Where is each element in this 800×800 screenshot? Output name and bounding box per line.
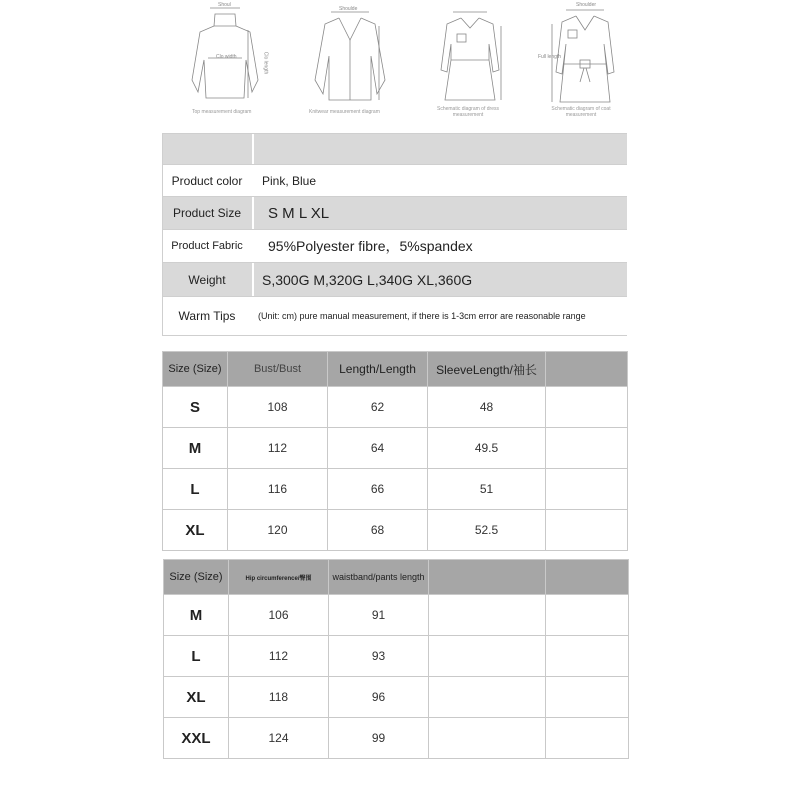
hip-cell: 124 (229, 718, 329, 759)
hip-cell: 106 (229, 595, 329, 636)
info-value: S M L XL (254, 197, 627, 229)
top-size-table (162, 351, 628, 551)
measurement-diagrams (160, 0, 630, 122)
info-row-tips (162, 296, 627, 336)
info-label: Warm Tips (178, 309, 236, 323)
info-row-fabric (162, 229, 627, 262)
cardigan-icon (295, 0, 405, 122)
table-row (164, 718, 629, 759)
pants-size-table (163, 559, 629, 759)
diagram-caption: Knitwear measurement diagram (309, 109, 380, 115)
shoulder-label: Shoulder (576, 2, 597, 8)
info-row-weight (162, 262, 627, 296)
length-label: Full length (538, 54, 562, 60)
table-row (163, 469, 628, 510)
header-cell: waistband/pants length (329, 560, 429, 595)
info-label: Product color (171, 173, 243, 188)
shoulder-label: Shoul (218, 2, 231, 8)
header-cell: Size (Size) (164, 560, 229, 595)
table-row (164, 636, 629, 677)
size-cell: L (163, 469, 228, 510)
length-label: Clo length (262, 51, 269, 75)
size-cell: L (164, 636, 229, 677)
diagram-caption: Top measurement diagram (192, 109, 252, 115)
size-cell: XXL (164, 718, 229, 759)
length-cell: 62 (328, 387, 428, 428)
bust-cell: 112 (228, 428, 328, 469)
knitwear-diagram (295, 0, 405, 122)
sleeve-cell: 52.5 (428, 510, 546, 551)
header-cell: Bust/Bust (228, 352, 328, 387)
hip-cell: 118 (229, 677, 329, 718)
table-header-row (163, 352, 628, 387)
pants-length-cell: 96 (329, 677, 429, 718)
sleeve-cell: 49.5 (428, 428, 546, 469)
header-cell (546, 560, 629, 595)
info-header-row (162, 133, 627, 164)
size-cell: XL (163, 510, 228, 551)
pants-length-cell: 99 (329, 718, 429, 759)
header-cell: Length/Length (328, 352, 428, 387)
size-cell: S (163, 387, 228, 428)
coat-diagram (530, 0, 640, 122)
info-value: 95%Polyester fibre，5%spandex (268, 238, 473, 254)
bust-cell: 120 (228, 510, 328, 551)
dress-diagram (415, 0, 525, 122)
info-label: Product Size (162, 197, 252, 229)
diagram-caption: Schematic diagram of coat measurement (551, 106, 611, 118)
table-row (164, 595, 629, 636)
length-cell: 64 (328, 428, 428, 469)
info-label: Weight (162, 263, 252, 296)
pants-length-cell: 93 (329, 636, 429, 677)
table-row (163, 428, 628, 469)
header-cell: Hip circumference/臀围 (229, 560, 329, 595)
info-row-color (162, 164, 627, 196)
product-info-table (162, 133, 627, 336)
size-cell: XL (164, 677, 229, 718)
length-cell: 66 (328, 469, 428, 510)
info-value: (Unit: cm) pure manual measurement, if there is 1-3cm error are reasonable range (258, 311, 586, 321)
table-row (164, 677, 629, 718)
info-row-size (162, 196, 627, 229)
table-row (163, 387, 628, 428)
header-cell: SleeveLength/袖长 (428, 352, 546, 387)
bust-label: Clo width (216, 54, 237, 60)
sleeve-cell: 51 (428, 469, 546, 510)
hip-cell: 112 (229, 636, 329, 677)
info-value: S,300G M,320G L,340G XL,360G (254, 263, 627, 296)
header-cell (429, 560, 546, 595)
info-value: Pink, Blue (262, 173, 317, 188)
info-label: Product Fabric (171, 240, 243, 252)
table-row (163, 510, 628, 551)
bust-cell: 116 (228, 469, 328, 510)
size-cell: M (164, 595, 229, 636)
dress-icon (415, 0, 525, 122)
shoulder-label: Shoulde (339, 6, 358, 12)
bust-cell: 108 (228, 387, 328, 428)
size-cell: M (163, 428, 228, 469)
diagram-caption: Schematic diagram of dress measurement (437, 106, 499, 118)
sleeve-cell: 48 (428, 387, 546, 428)
top-diagram (170, 0, 280, 122)
header-cell: Size (Size) (163, 352, 228, 387)
pants-length-cell: 91 (329, 595, 429, 636)
length-cell: 68 (328, 510, 428, 551)
table-header-row (164, 560, 629, 595)
trench-coat-icon (530, 0, 640, 122)
header-cell (546, 352, 628, 387)
